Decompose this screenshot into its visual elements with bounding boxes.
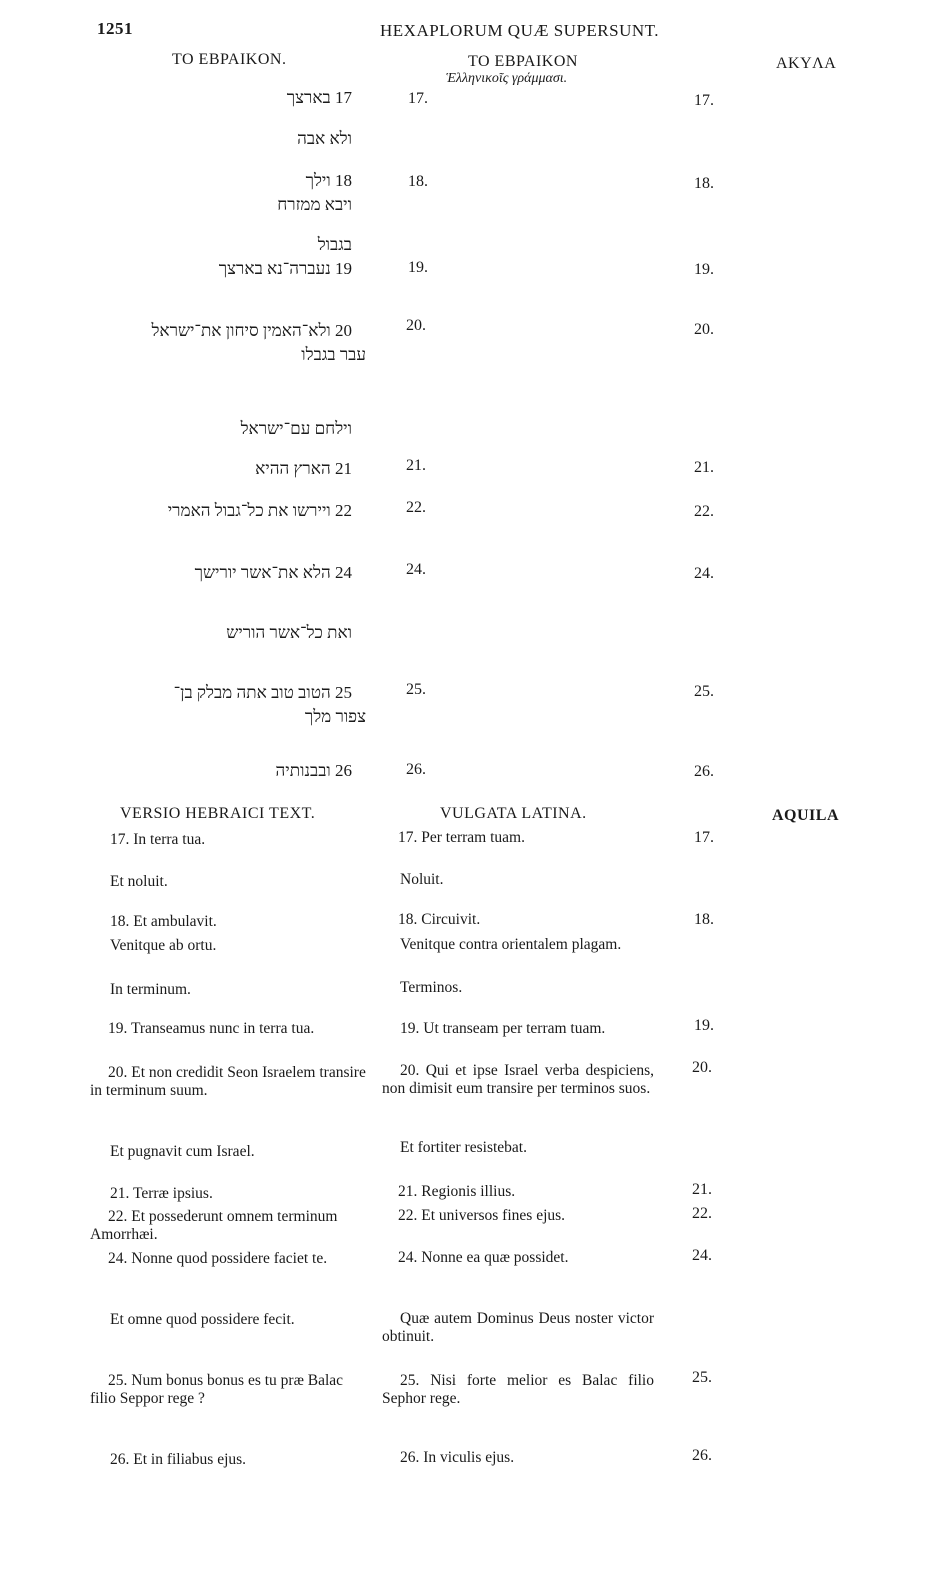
hebrew-line: 19 נעברה־נא בארצך (218, 259, 352, 278)
vulgata-line: 22. Et universos fines ejus. (398, 1207, 566, 1224)
vulgata-line: 24. Nonne ea quæ possidet. (398, 1249, 569, 1266)
aquila-latin-number: 25. (692, 1369, 712, 1386)
page-number: 1251 (97, 19, 133, 38)
aquila-number: 17. (694, 92, 714, 109)
versio-line: 25. Num bonus bonus es tu præ Balac filio Seppor rege ? (90, 1372, 344, 1407)
versio-line: 19. Transeamus nunc in terra tua. (108, 1020, 315, 1037)
versio-line: 18. Et ambulavit. (110, 913, 217, 930)
translit-number: 21. (406, 457, 426, 474)
heading-aquila-greek: AKYΛA (776, 55, 837, 72)
hebrew-line: 26 ובבנותיה (275, 761, 352, 780)
hebrew-line: וילחם עם־ישראל (240, 419, 352, 438)
vulgata-line: Terminos. (400, 979, 463, 996)
vulgata-line: 17. Per terram tuam. (398, 829, 525, 846)
hebrew-line: ולא אבה (297, 129, 352, 148)
translit-number: 26. (406, 761, 426, 778)
hebrew-line: 24 הלא את־אשר יורישך (194, 563, 352, 582)
aquila-latin-number: 21. (692, 1181, 712, 1198)
hebrew-line: 17 בארצך (286, 88, 352, 107)
vulgata-line: Noluit. (400, 871, 444, 888)
translit-number: 22. (406, 499, 426, 516)
versio-line: 21. Terræ ipsius. (110, 1185, 213, 1202)
versio-line: Et noluit. (110, 873, 168, 890)
versio-line: 17. In terra tua. (110, 831, 206, 848)
translit-number: 17. (408, 90, 428, 107)
vulgata-line: 25. Nisi forte melior es Balac filio Sephor rege. (382, 1372, 654, 1407)
aquila-latin-number: 17. (694, 829, 714, 846)
aquila-number: 21. (694, 459, 714, 476)
aquila-latin-number: 26. (692, 1447, 712, 1464)
versio-line: Venitque ab ortu. (110, 937, 217, 954)
aquila-number: 24. (694, 565, 714, 582)
aquila-number: 22. (694, 503, 714, 520)
vulgata-line: 21. Regionis illius. (398, 1183, 516, 1200)
hebrew-line: עבר בגבלו (301, 345, 366, 364)
vulgata-line: 26. In viculis ejus. (400, 1449, 515, 1466)
heading-aquila-latin: AQUILA (772, 807, 840, 824)
hebrew-line: בגבול (317, 235, 352, 254)
vulgata-line: 19. Ut transeam per terram tuam. (400, 1020, 606, 1037)
versio-line: 20. Et non credidit Seon Israelem transire in terminum suum. (90, 1064, 366, 1099)
aquila-number: 20. (694, 321, 714, 338)
hebrew-line: צפור מלך (304, 707, 366, 726)
vulgata-line: 20. Qui et ipse Israel verba despiciens, non dimisit eum transire per terminos suos. (382, 1062, 654, 1097)
versio-line: Et omne quod possidere fecit. (110, 1311, 295, 1328)
translit-number: 25. (406, 681, 426, 698)
aquila-latin-number: 19. (694, 1017, 714, 1034)
translit-number: 19. (408, 259, 428, 276)
running-title: HEXAPLORUM QUÆ SUPERSUNT. (380, 21, 660, 40)
heading-versio-column: VERSIO HEBRAICI TEXT. (120, 805, 316, 822)
vulgata-line: 18. Circuivit. (398, 911, 481, 928)
heading-transliteration-column: TO EBPAIKON (468, 53, 578, 70)
aquila-number: 26. (694, 763, 714, 780)
translit-number: 18. (408, 173, 428, 190)
vulgata-line: Quæ autem Dominus Deus noster victor obtinuit. (382, 1310, 654, 1345)
hebrew-line: 25 הטוב טוב אתה מבלק בן־ (173, 683, 352, 702)
translit-number: 20. (406, 317, 426, 334)
aquila-latin-number: 24. (692, 1247, 712, 1264)
hebrew-line: ויבא ממזרח (277, 195, 352, 214)
heading-transliteration-subtitle: Ἑλληνικοῖς γράμμασι. (446, 71, 568, 86)
aquila-number: 18. (694, 175, 714, 192)
hebrew-line: 18 וילך (305, 171, 352, 190)
versio-line: In terminum. (110, 981, 191, 998)
translit-number: 24. (406, 561, 426, 578)
vulgata-line: Venitque contra orientalem plagam. (400, 936, 622, 953)
vulgata-line: Et fortiter resistebat. (400, 1139, 527, 1156)
aquila-latin-number: 22. (692, 1205, 712, 1222)
versio-line: 26. Et in filiabus ejus. (110, 1451, 247, 1468)
heading-vulgata-column: VULGATA LATINA. (440, 805, 587, 822)
hebrew-line: ואת כל־אשר הוריש (226, 623, 352, 642)
hebrew-line: 21 הארץ ההיא (255, 459, 352, 478)
versio-line: Et pugnavit cum Israel. (110, 1143, 255, 1160)
versio-line: 24. Nonne quod possidere faciet te. (108, 1250, 328, 1267)
aquila-number: 25. (694, 683, 714, 700)
heading-hebrew-column: TO EBPAIKON. (172, 51, 287, 68)
aquila-number: 19. (694, 261, 714, 278)
aquila-latin-number: 18. (694, 911, 714, 928)
aquila-latin-number: 20. (692, 1059, 712, 1076)
versio-line: 22. Et possederunt omnem terminum Amorrhæi. (90, 1208, 338, 1243)
hebrew-line: 22 ויירשו את כל־גבול האמרי (167, 501, 352, 520)
hebrew-line: 20 ולא־האמין סיחון את־ישראל (151, 321, 352, 340)
